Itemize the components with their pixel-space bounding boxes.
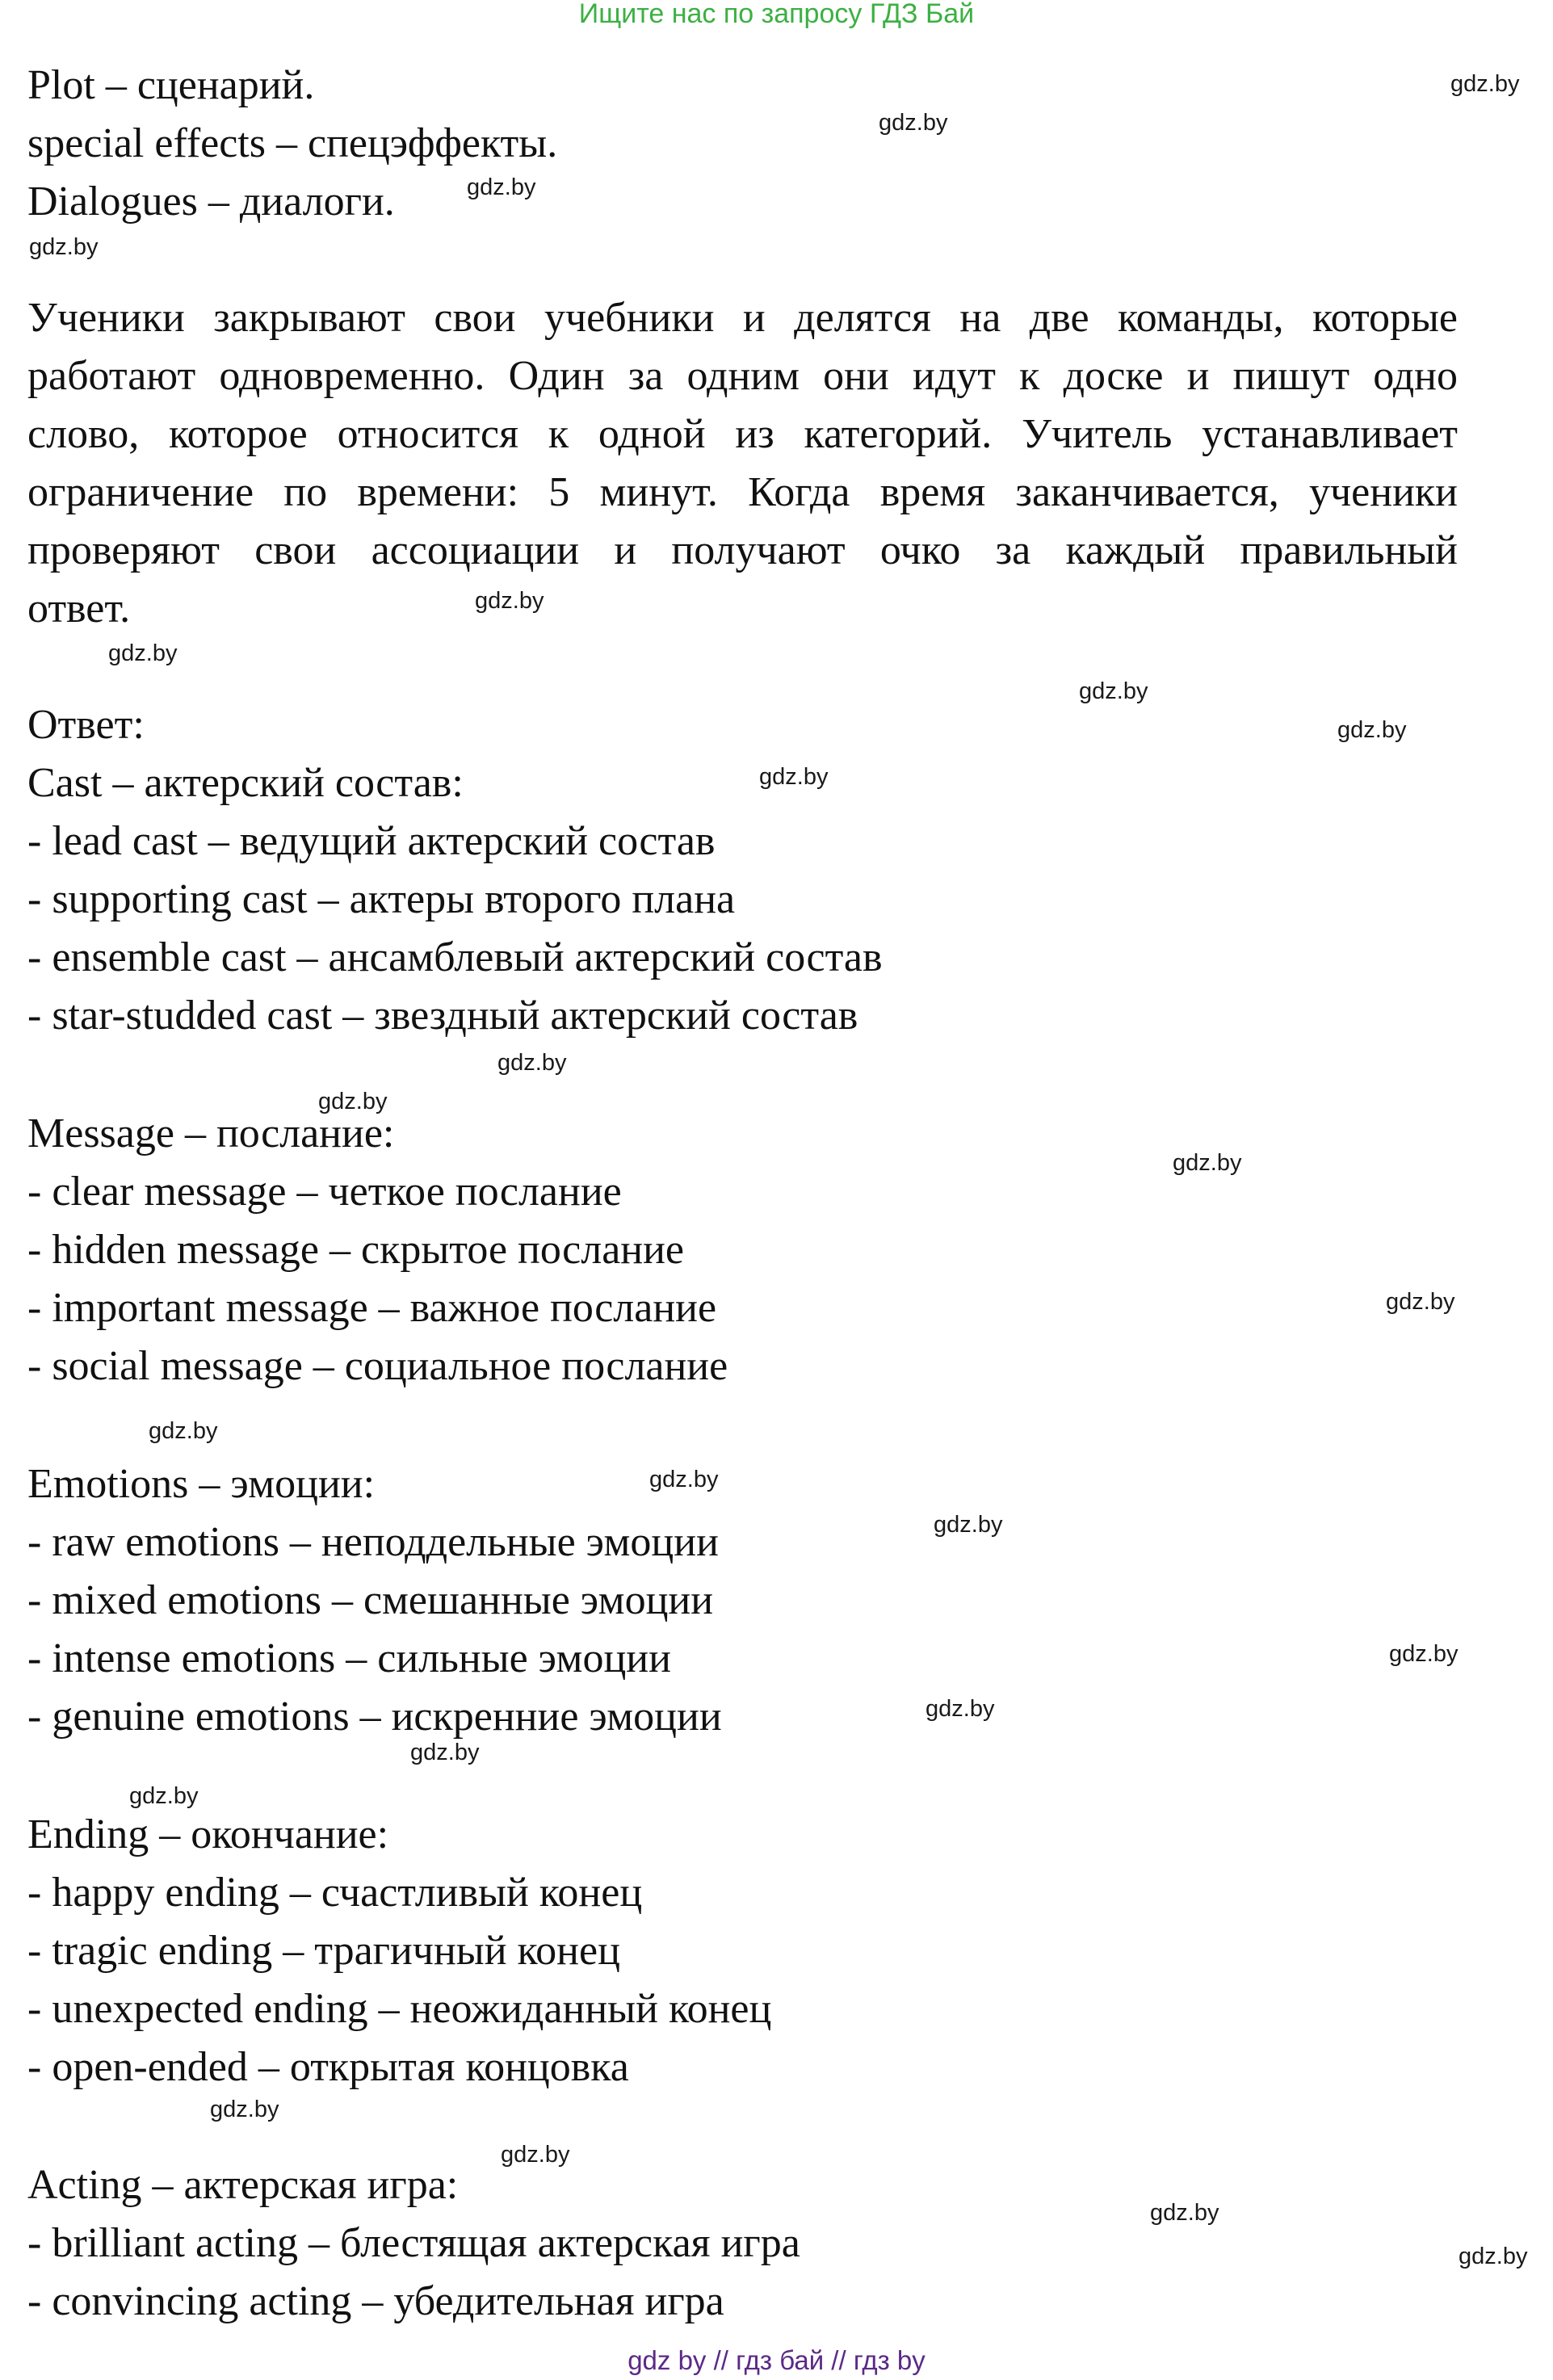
list-item: - open-ended – открытая концовка: [27, 2044, 629, 2090]
watermark: gdz.by: [1389, 1641, 1459, 1667]
list-item: - happy ending – счастливый конец: [27, 1870, 643, 1916]
vocab-special-effects: special effects – спецэффекты.: [27, 120, 558, 166]
category-heading-ending: Ending – окончание:: [27, 1811, 389, 1857]
list-item: - genuine emotions – искренние эмоции: [27, 1694, 722, 1740]
watermark: gdz.by: [1337, 717, 1407, 743]
list-item: - intense emotions – сильные эмоции: [27, 1635, 671, 1681]
list-item: - convincing acting – убедительная игра: [27, 2278, 724, 2324]
paragraph-line: ответ.: [27, 586, 131, 632]
watermark: gdz.by: [129, 1783, 199, 1809]
watermark: gdz.by: [1386, 1289, 1455, 1315]
footer-watermark: gdz by // гдз бай // гдз by: [627, 2345, 926, 2375]
watermark: gdz.by: [934, 1512, 1003, 1538]
watermark: gdz.by: [879, 110, 948, 136]
category-heading-message: Message – послание:: [27, 1110, 395, 1156]
watermark: gdz.by: [1459, 2244, 1528, 2269]
list-item: - mixed emotions – смешанные эмоции: [27, 1577, 714, 1623]
answer-label: Ответ:: [27, 702, 145, 748]
list-item: - hidden message – скрытое послание: [27, 1227, 685, 1273]
vocab-plot: Plot – сценарий.: [27, 62, 315, 108]
category-heading-acting: Acting – актерская игра:: [27, 2162, 459, 2208]
list-item: - brilliant acting – блестящая актерская игра: [27, 2220, 800, 2266]
paragraph-line: слово, которое относится к одной из категорий. Учитель устанавливает: [27, 411, 1458, 457]
watermark: gdz.by: [1150, 2200, 1219, 2226]
watermark: gdz.by: [149, 1418, 218, 1444]
vocab-dialogues: Dialogues – диалоги.: [27, 178, 395, 225]
paragraph-line: ограничение по времени: 5 минут. Когда время заканчивается, ученики: [27, 469, 1458, 515]
watermark: gdz.by: [649, 1467, 719, 1492]
list-item: - clear message – четкое послание: [27, 1169, 622, 1215]
watermark: gdz.by: [1079, 678, 1148, 704]
list-item: - social message – социальное послание: [27, 1343, 728, 1389]
watermark: gdz.by: [108, 640, 178, 666]
list-item: - unexpected ending – неожиданный конец: [27, 1986, 772, 2032]
search-banner: Ищите нас по запросу ГДЗ Бай: [578, 0, 975, 29]
paragraph-line: работают одновременно. Один за одним они идут к доске и пишут одно: [27, 353, 1458, 399]
list-item: - lead cast – ведущий актерский состав: [27, 818, 716, 864]
watermark: gdz.by: [29, 234, 99, 260]
list-item: - important message – важное послание: [27, 1285, 717, 1331]
watermark: gdz.by: [318, 1089, 388, 1114]
watermark: gdz.by: [501, 2142, 570, 2168]
watermark: gdz.by: [467, 174, 536, 200]
watermark: gdz.by: [475, 588, 544, 614]
list-item: - supporting cast – актеры второго плана: [27, 876, 736, 922]
list-item: - ensemble cast – ансамблевый актерский состав: [27, 934, 883, 980]
category-heading-cast: Cast – актерский состав:: [27, 760, 464, 806]
paragraph-line: Ученики закрывают свои учебники и делятся на две команды, которые: [27, 295, 1458, 341]
list-item: - raw emotions – неподдельные эмоции: [27, 1519, 719, 1565]
list-item: - star-studded cast – звездный актерский состав: [27, 993, 858, 1039]
watermark: gdz.by: [759, 764, 829, 790]
watermark: gdz.by: [497, 1050, 567, 1076]
paragraph-line: проверяют свои ассоциации и получают очко за каждый правильный: [27, 527, 1458, 573]
watermark: gdz.by: [410, 1740, 480, 1765]
watermark: gdz.by: [926, 1696, 995, 1722]
category-heading-emotions: Emotions – эмоции:: [27, 1461, 376, 1507]
list-item: - tragic ending – трагичный конец: [27, 1928, 620, 1974]
watermark: gdz.by: [1450, 71, 1520, 97]
watermark: gdz.by: [210, 2097, 279, 2122]
watermark: gdz.by: [1173, 1150, 1242, 1176]
